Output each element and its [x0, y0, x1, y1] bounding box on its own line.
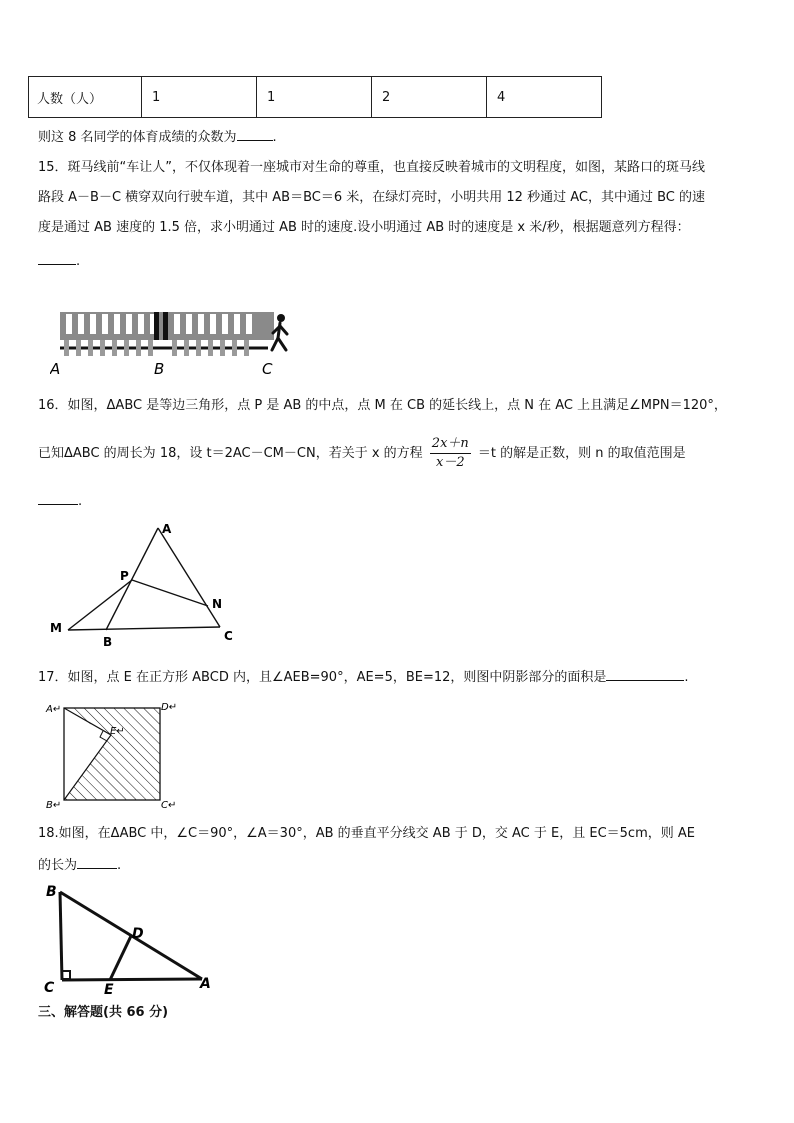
q15-answer: .	[38, 252, 80, 270]
answer-blank	[38, 252, 76, 265]
q14-tail: 则这 8 名同学的体育成绩的众数为 .	[38, 130, 277, 145]
q15-line2: 路段 A－B－C 横穿双向行驶车道，其中 AB＝BC＝6 米，在绿灯亮时，小明共用 12 秒通过 AC，其中通过 BC 的速	[38, 190, 705, 205]
label-a: A	[200, 976, 211, 992]
label-a: A↵	[46, 704, 62, 715]
q18-line2: 的长为 .	[38, 858, 122, 873]
label-n: N	[212, 597, 223, 611]
q15-line1: 15．斑马线前“车让人”，不仅体现着一座城市对生命的尊重，也直接反映着城市的文明程度，如图，某路口的斑马线	[38, 160, 706, 175]
label-b: B	[154, 360, 165, 378]
label-c: C	[44, 980, 55, 996]
label-a: A	[162, 522, 172, 536]
equation-fraction	[430, 436, 471, 471]
label-b: B	[103, 635, 113, 649]
score-table	[28, 76, 602, 118]
q17-text: 17．如图，点 E 在正方形 ABCD 内，且∠AEB=90°，AE=5，BE=12，则图中阴影部分的面积是	[38, 670, 607, 685]
q14-text: 则这 8 名同学的体育成绩的众数为	[38, 130, 237, 145]
q16-line1: 16．如图，ΔABC 是等边三角形，点 P 是 AB 的中点，点 M 在 CB 的延长线上，点 N 在 AC 上且满足∠MPN＝120°，	[38, 398, 727, 413]
answer-blank	[237, 128, 273, 141]
q17-line1: 17．如图，点 E 在正方形 ABCD 内，且∠AEB=90°，AE=5，BE=12，则图中阴影部分的面积是 .	[38, 670, 689, 685]
zebra-crossing-figure	[50, 308, 300, 378]
side-ac	[158, 528, 223, 627]
walking-person-icon	[272, 314, 287, 350]
label-a: A	[50, 360, 61, 378]
table-cell: 4	[487, 77, 602, 118]
label-p: P	[120, 569, 129, 583]
answer-blank	[77, 856, 117, 869]
table-row	[29, 77, 602, 118]
label-c: C	[224, 629, 233, 643]
side-ca	[62, 979, 202, 980]
q18-line1: 18.如图，在ΔABC 中，∠C＝90°，∠A＝30°，AB 的垂直平分线交 AB 于 D，交 AC 于 E，且 EC＝5cm，则 AE	[38, 826, 695, 841]
side-bc	[60, 892, 62, 980]
label-d: D	[132, 926, 144, 942]
q16-line2	[38, 434, 686, 474]
table-cell: 1	[142, 77, 257, 118]
label-e: E↵	[110, 726, 125, 737]
q15-line3: 度是通过 AB 速度的 1.5 倍，求小明通过 AB 时的速度.设小明通过 AB 时的速度是 x 米/秒，根据题意列方程得：	[38, 220, 690, 235]
label-c: C	[262, 360, 273, 378]
q16-answer: .	[38, 492, 82, 510]
table-cell: 1	[257, 77, 372, 118]
label-e: E	[104, 982, 114, 996]
fraction-denominator: x－2	[435, 455, 465, 470]
label-b: B↵	[46, 800, 62, 811]
section-heading: 三、解答题(共 66 分)	[38, 1005, 169, 1020]
answer-blank	[38, 492, 78, 505]
center-line	[154, 312, 159, 340]
q18-text: 的长为	[38, 858, 78, 873]
triangle-mpn-figure	[46, 520, 246, 650]
table-row-label: 人数（人）	[29, 77, 142, 118]
label-b: B	[46, 884, 57, 900]
answer-blank	[606, 668, 684, 681]
side-ab	[106, 528, 158, 630]
side-mc	[68, 627, 220, 630]
segment-pn	[132, 580, 208, 606]
label-d: D↵	[161, 702, 178, 713]
q16-line2-pre: 已知ΔABC 的周长为 18，设 t＝2AC－CM－CN，若关于 x 的方程	[38, 446, 423, 461]
shaded-region	[64, 708, 160, 800]
right-triangle-figure	[40, 880, 220, 996]
label-m: M	[50, 621, 62, 635]
segment-mp	[68, 580, 132, 630]
center-line	[163, 312, 168, 340]
label-c: C↵	[161, 800, 177, 811]
side-ba	[60, 892, 202, 979]
table-cell: 2	[372, 77, 487, 118]
segment-de	[110, 936, 131, 980]
fraction-numerator: 2x＋n	[430, 436, 471, 454]
square-abcd-figure	[44, 698, 194, 812]
q16-line2-post: ＝t 的解是正数，则 n 的取值范围是	[477, 446, 686, 461]
